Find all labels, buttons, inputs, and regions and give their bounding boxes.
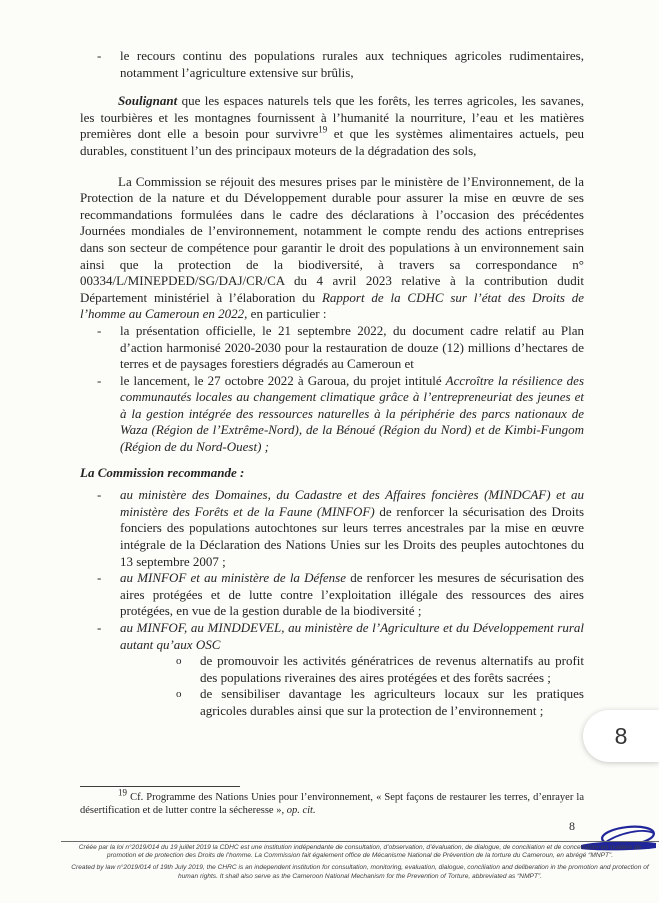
page-indicator-value: 8	[614, 722, 628, 749]
bullet-dash: -	[97, 620, 102, 635]
page-footer	[61, 841, 659, 881]
footer-text-english: Created by law n°2019/014 of 19th July 2019, the CHRC is an independent institution for consultation, monitoring, evaluation, dialogue, conciliation and deliberation in the promotion and protection of human rights. It shall also serve as the Cameroon National Mechanism for the Prevention of Torture, abbreviated as “NMPT”.	[71, 864, 649, 880]
list-item-text: le lancement, le 27 octobre 2022 à Garoua, du projet intitulé Accroître la résilience des communautés locales au changement climatique grâce à l’entrepreneuriat des jeunes et à la gestion intégrée des ressources naturelles à la périphérie des parcs nationaux de Waza (Région de l’Extrême-Nord), de la Bénoué (Région du Nord) et de Kimbi-Fungom (Région de du Nord-Ouest) ;	[120, 372, 584, 455]
list-item	[80, 323, 584, 373]
bullet-dash: -	[97, 48, 102, 63]
sub-list-item	[80, 686, 584, 719]
list-item	[80, 620, 584, 653]
footnote-separator	[80, 786, 240, 787]
printed-page-number: 8	[569, 819, 575, 833]
footnote-area	[80, 786, 584, 817]
list-item-text: la présentation officielle, le 21 septembre 2022, du document cadre relatif au Plan d’action harmonisé 2020-2030 pour la restauration de douze (12) millions d’hectares de terres et de paysages forestiers dégradés au Cameroun et	[120, 322, 584, 372]
footer-text-french: Créée par la loi n°2019/014 du 19 juillet 2019 la CDHC est une institution indépendante de consultation, d’observation, d’évaluation, de dialogue, de conciliation et de concertation en matière de promotion et de protection des Droits de l’homme. La Commission fait également office de Mécanisme National de Prévention de la torture du Cameroun, en abrégé “MNPT”.	[78, 844, 642, 860]
bullet-dash: -	[97, 372, 102, 388]
paragraph-soulignant: Soulignant que les espaces naturels tels que les forêts, les terres agricoles, les savanes, les tourbières et les montagnes fournissent à l’humanité la nourriture, l’eau et les matières premières dont elle a besoin pour survivre$^{19}$ et que les systèmes alimentaires actuels, peu durables, constituent l’un des principaux moteurs de la dégradation des sols,	[80, 93, 584, 158]
footnote-text: 19 Cf. Programme des Nations Unies pour l’environnement, « Sept façons de restaurer les terres, d’enrayer la désertification et de lutter contre la sécheresse », op. cit.	[80, 787, 584, 816]
sub-list-item-text: de sensibiliser davantage les agriculteurs locaux sur les pratiques agricoles durables ainsi que sur la protection de l’environnement ;	[200, 686, 584, 718]
page-indicator-pill[interactable]	[583, 710, 659, 762]
list-item-text: au MINFOF, au MINDDEVEL, au ministère de l’Agriculture et du Développement rural autant qu’aux OSC	[120, 620, 584, 652]
bullet-dash: -	[97, 322, 102, 338]
document-body	[80, 48, 584, 720]
paragraph-commission-rejouit: La Commission se réjouit des mesures prises par le ministère de l’Environnement, de la Protection de la nature et du Développement durable pour assurer la mise en œuvre de ses recommandations formulées dans le cadre des déclarations à l’occasion des précédentes Journées mondiales de l’environnement, notamment le compte rendu des actions entreprises dans son secteur de compétence pour garantir le droit des populations à un environnement sain ainsi que la protection de la biodiversité, à travers sa correspondance n° 00334/L/MINEPDED/SG/DAJ/CR/CA du 4 avril 2023 relative à la contribution dudit Département ministériel à l’élaboration du Rapport de la CDHC sur l’état des Droits de l’homme au Cameroun en 2022, en particulier :	[80, 173, 584, 322]
list-item-text: au MINFOF et au ministère de la Défense de renforcer les mesures de sécurisation des aires protégées et de lutte contre l’exploitation illégale des ressources des aires protégées, en vue de la gestion durable de la biodiversité ;	[120, 570, 584, 619]
list-item-text: au ministère des Domaines, du Cadastre et des Affaires foncières (MINDCAF) et au ministère des Forêts et de la Faune (MINFOF) de renforcer la sécurisation des Droits fonciers des populations autochtones sur leurs terres ancestrales par la mise en œuvre intégrale de la Déclaration des Nations Unies sur les Droits des peuples autochtones du 13 septembre 2007 ;	[120, 487, 585, 569]
bullet-dash: -	[97, 487, 102, 503]
sub-list-item	[80, 653, 584, 686]
list-item	[80, 487, 584, 570]
list-item	[80, 48, 584, 81]
recommendations-heading: La Commission recommande :	[80, 464, 245, 480]
sub-list-item-text: de promouvoir les activités génératrices de revenus alternatifs au profit des populations riveraines des aires protégées et des forêts sacrées ;	[200, 653, 584, 685]
bullet-circle: o	[176, 688, 182, 701]
bullet-dash: -	[97, 570, 102, 586]
bullet-circle: o	[176, 655, 182, 668]
list-item	[80, 570, 584, 620]
list-item	[80, 373, 584, 456]
list-item-text: le recours continu des populations rurales aux techniques agricoles rudimentaires, notamment l’agriculture extensive sur brûlis,	[120, 48, 584, 80]
